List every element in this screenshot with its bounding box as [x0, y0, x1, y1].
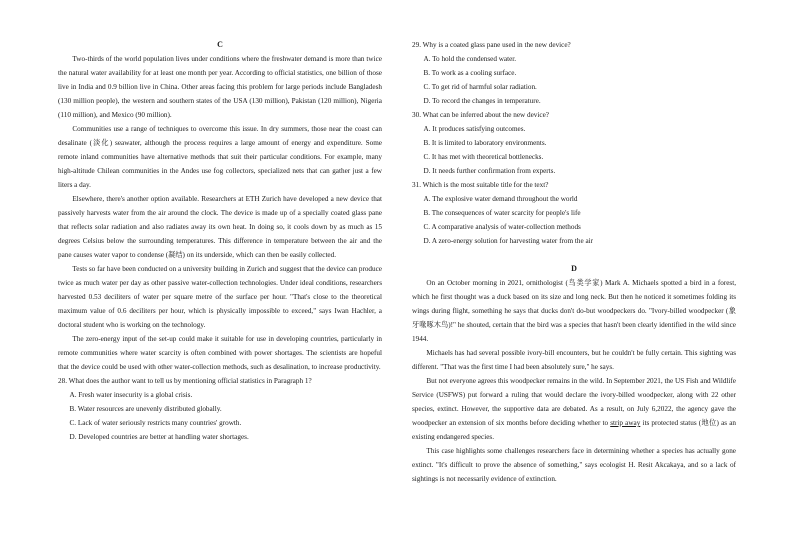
- q30-option-a: A. It produces satisfying outcomes.: [423, 125, 526, 133]
- q28-option-c: C. Lack of water seriously restricts many countries' growth.: [69, 419, 242, 427]
- section-heading-c: C: [217, 40, 223, 49]
- q30-option-b: B. It is limited to laboratory environments.: [423, 139, 547, 147]
- question-30: 30. What can be inferred about the new device?: [412, 111, 549, 119]
- q31-option-c: C. A comparative analysis of water-collection methods: [423, 223, 581, 231]
- q30-option-d: D. It needs further confirmation from experts.: [423, 167, 556, 175]
- question-31: 31. Which is the most suitable title for the text?: [412, 181, 549, 189]
- q28-option-b: B. Water resources are unevenly distributed globally.: [69, 405, 222, 413]
- q29-option-b: B. To work as a cooling surface.: [423, 69, 517, 77]
- question-29: 29. Why is a coated glass pane used in the new device?: [412, 41, 571, 49]
- paragraph-5: The zero-energy input of the set-up could make it suitable for use in developing countries, particularly in remote communities where water scarcity is often combined with power shortages. The scientists are hopeful that the device could be used with other water-collection methods, such as desalination, to increase productivity.: [58, 335, 382, 371]
- q31-option-d: D. A zero-energy solution for harvesting water from the air: [423, 237, 594, 245]
- paragraph-3: Elsewhere, there's another option available. Researchers at ETH Zurich have developed a new device that passively harvests water from the air around the clock. The device is made up of a specially coated glass pane that reflects solar radiation and also radiates away its own heat. In doing so, it cools down by as much as 15 degrees Celsius below the surrounding temperatures. This difference in temperature between the air and the pane causes water vapor to condense (凝结) on its underside, which can then be easily collected.: [58, 195, 382, 259]
- paragraph-4: Tests so far have been conducted on a university building in Zurich and suggest that the device can produce twice as much water per day as other passive water-collection technologies. Under ideal conditions, researchers harvested 0.53 deciliters of water per square metre of the surface per hour. "That's close to the theoretical maximum value of 0.6 deciliters per hour, which is physically impossible to exceed," says Iwan Hachler, a doctoral student who is working on the technology.: [58, 265, 382, 329]
- p3-text-before: But not everyone agrees this woodpecker remains in the wild. In September 2021, the US Fish and Wildlife Service (USFWS) put forward a ruling that would declare the ivory-billed woodpecker, along with 22 other species, extinct. However, the supportive data are debated. As a result, on July 6,2022, the agency gave the woodpecker an extension of six months before deciding whether to: [412, 377, 736, 427]
- paragraph-2: Communities use a range of techniques to overcome this issue. In dry summers, those near the coast can desalinate (淡化) seawater, although the process requires a large amount of energy and expenditure. Some remote inland communities have alternative methods that suit their particular conditions. For example, many high-altitude Chilean communities in the Andes use fog collectors, specialized nets that can gather just a few liters a day.: [58, 125, 382, 189]
- left-column: [58, 38, 382, 444]
- passage-d-paragraph-3: [412, 374, 736, 444]
- q28-option-d: D. Developed countries are better at handling water shortages.: [69, 433, 249, 441]
- question-28: 28. What does the author want to tell us by mentioning official statistics in Paragraph 1?: [58, 377, 312, 385]
- q29-option-d: D. To record the changes in temperature.: [423, 97, 541, 105]
- q31-option-a: A. The explosive water demand throughout the world: [423, 195, 578, 203]
- q29-option-c: C. To get rid of harmful solar radiation.: [423, 83, 537, 91]
- underlined-phrase: strip away: [610, 419, 641, 427]
- q28-option-a: A. Fresh water insecurity is a global crisis.: [69, 391, 193, 399]
- paragraph-1: Two-thirds of the world population lives under conditions where the freshwater demand is more than twice the natural water availability for at least one month per year. According to official statistics, one billion of those live in India and 0.9 billion live in China. Other areas facing this problem for large periods include Bangladesh (130 million people), the western and southern states of the USA (130 million), Pakistan (120 million), Nigeria (110 million), and Mexico (90 million).: [58, 55, 382, 119]
- passage-d-paragraph-1: On an October morning in 2021, ornithologist (鸟类学家) Mark A. Michaels spotted a bird in a forest, which he first thought was a duck based on its size and long neck. But then he noticed it sometimes folding its wings during flight, something he says that ducks don't do-but woodpeckers do. "Ivory-billed woodpecker (象牙喙啄木鸟)!" he shouted, certain that the bird was a species that hasn't been clearly identified in the wild since 1944.: [412, 279, 736, 343]
- q31-option-b: B. The consequences of water scarcity for people's life: [423, 209, 581, 217]
- passage-d-paragraph-4: This case highlights some challenges researchers face in determining whether a species has actually gone extinct. "It's difficult to prove the absence of something," says ecologist H. Resit Akcakaya, and so a lack of sightings is not necessarily evidence of extinction.: [412, 447, 736, 483]
- section-heading-d: D: [571, 264, 577, 273]
- spacer: [412, 248, 736, 262]
- right-column: [412, 38, 736, 486]
- q30-option-c: C. It has met with theoretical bottlenecks.: [423, 153, 544, 161]
- passage-d-paragraph-2: Michaels has had several possible ivory-bill encounters, but he couldn't be fully certain. This sighting was different. "That was the first time I had been absolutely sure," he says.: [412, 349, 736, 371]
- q29-option-a: A. To hold the condensed water.: [423, 55, 517, 63]
- p3-text-after: its protected status (地位) as an existing endangered species.: [412, 419, 736, 441]
